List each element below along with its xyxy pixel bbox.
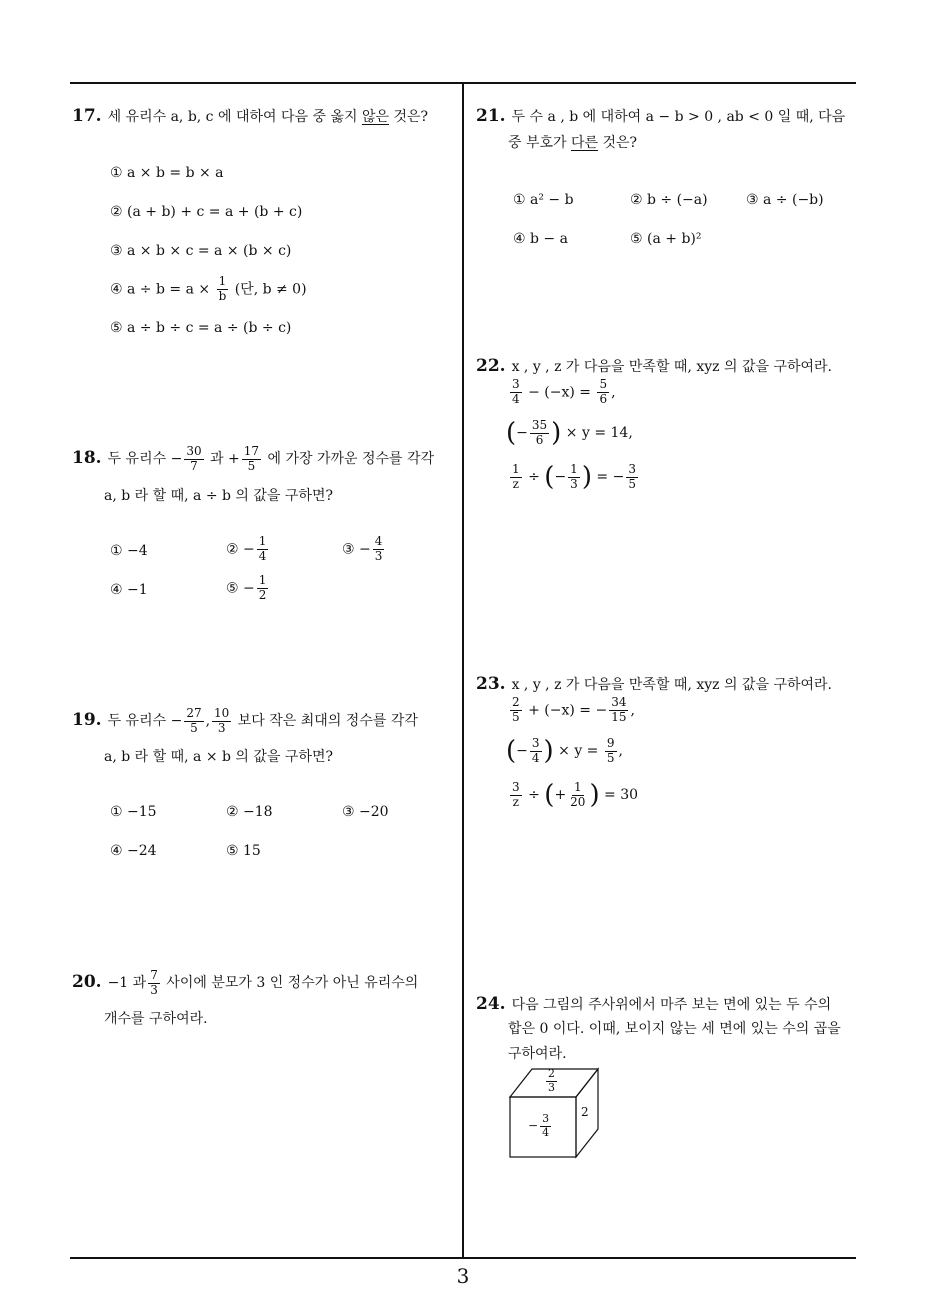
numerator: 1 (258, 573, 267, 587)
question-text: 과 + (205, 451, 240, 467)
fraction (540, 1113, 551, 1139)
q23-equation-1 (508, 696, 635, 725)
numerator: 1 (258, 534, 267, 548)
fraction (510, 696, 522, 725)
sign: − (528, 1118, 539, 1133)
numerator: 3 (542, 1112, 550, 1125)
denominator: 5 (190, 720, 198, 735)
denominator: 15 (611, 709, 627, 724)
numerator: 10 (214, 705, 230, 720)
question-text: 두 유리수 − (107, 451, 183, 467)
question-text: 두 수 a , b 에 대하여 a − b > 0 , ab < 0 일 때, 다음 (511, 109, 846, 125)
numerator: 1 (218, 274, 227, 288)
question-text: 다음 그림의 주사위에서 마주 보는 면에 있는 두 수의 (511, 997, 832, 1013)
denominator: 3 (150, 982, 158, 997)
dice-figure (508, 1067, 602, 1159)
q21-line-2 (508, 132, 637, 152)
cube-top-value (546, 1068, 557, 1094)
q18-option-1[interactable]: ① −4 (110, 543, 148, 559)
equation-text: , (630, 702, 635, 719)
numerator: 17 (243, 443, 260, 458)
equation-text: × y = (553, 743, 603, 759)
question-number: 22. (476, 356, 506, 376)
sign: − (516, 425, 528, 441)
denominator: z (512, 794, 519, 809)
right-paren: ) (543, 736, 554, 766)
denominator: 3 (548, 1080, 555, 1094)
q24-line-2: 합은 0 이다. 이때, 보이지 않는 세 면에 있는 수의 곱을 (508, 1021, 841, 1037)
numerator: 3 (512, 377, 520, 391)
equation-text: , (618, 743, 623, 759)
denominator: 5 (512, 709, 520, 724)
denominator: 6 (599, 391, 608, 406)
question-text: 중 부호가 (508, 135, 571, 151)
equation-text: = − (591, 469, 625, 485)
q19-option-5[interactable]: ⑤ 15 (226, 843, 261, 859)
page-number: 3 (456, 1264, 470, 1288)
q22-equation-2 (506, 418, 633, 448)
equation-text: = 30 (599, 787, 639, 803)
denominator: 4 (531, 750, 540, 765)
numerator: 5 (599, 377, 608, 391)
underlined-word: 다른 (571, 135, 599, 151)
fraction (212, 707, 231, 736)
denominator: 3 (570, 476, 578, 491)
equation-text: − (−x) = (523, 384, 596, 401)
denominator: 6 (535, 432, 544, 447)
numerator: 1 (570, 461, 578, 476)
underlined-word: 않은 (361, 109, 390, 125)
question-text: x , y , z 가 다음을 만족할 때, xyz 의 값을 구하여라. (511, 677, 833, 693)
question-21 (476, 100, 845, 132)
question-text: 보다 작은 최대의 정수를 각각 (233, 713, 418, 729)
sign: − (554, 469, 567, 485)
denominator: 7 (190, 458, 198, 473)
option-condition: (단, b ≠ 0) (234, 281, 307, 298)
fraction (257, 535, 269, 564)
numerator: 3 (512, 779, 520, 794)
q19-option-2[interactable]: ② −18 (226, 804, 273, 820)
question-number: 18. (72, 448, 102, 468)
denominator: 4 (512, 391, 520, 406)
numerator: 9 (606, 735, 615, 750)
equation-text: × y = 14, (561, 425, 633, 441)
q24-line-3: 구하여라. (508, 1046, 567, 1062)
fraction (184, 707, 203, 736)
q23-equation-2 (506, 736, 623, 766)
numerator: 34 (611, 695, 627, 709)
numerator: 3 (628, 461, 636, 476)
question-text-end: 것은? (598, 135, 638, 151)
fraction (242, 445, 261, 474)
equation-text: + (−x) = − (523, 702, 608, 719)
q20-line-2: 개수를 구하여라. (104, 1011, 208, 1027)
numerator: 27 (186, 705, 202, 720)
sign: − (516, 743, 528, 759)
q19-option-1[interactable]: ① −15 (110, 804, 157, 820)
q22-equation-3 (508, 462, 640, 492)
fraction (530, 419, 549, 448)
question-text: 두 유리수 − (107, 713, 183, 729)
denominator: b (218, 288, 227, 303)
denominator: 5 (628, 476, 636, 491)
denominator: 3 (374, 548, 383, 563)
fraction (148, 969, 160, 998)
question-number: 23. (476, 674, 506, 694)
right-paren: ) (589, 780, 600, 810)
denominator: 4 (542, 1125, 550, 1139)
question-text: 세 유리수 a, b, c 에 대하여 다음 중 옳지 (107, 109, 362, 125)
fraction (510, 781, 522, 810)
question-text: x , y , z 가 다음을 만족할 때, xyz 의 값을 구하여라. (511, 359, 833, 375)
cube-front-value (528, 1113, 553, 1139)
left-paren: ( (544, 462, 555, 492)
equation-text: ÷ (523, 469, 545, 485)
q23-equation-3 (508, 780, 638, 810)
numerator: 2 (548, 1067, 555, 1080)
question-text: , (205, 713, 211, 729)
fraction (597, 378, 609, 407)
numerator: 7 (150, 967, 158, 982)
fraction (568, 463, 580, 492)
question-number: 17. (72, 106, 102, 126)
q21-option-1[interactable]: ① a² − b (513, 192, 574, 208)
q17-option-5[interactable]: ⑤ a ÷ b ÷ c = a ÷ (b ÷ c) (110, 320, 292, 336)
fraction (568, 781, 587, 810)
denominator: 20 (570, 794, 586, 809)
q18-line-2: a, b 라 할 때, a ÷ b 의 값을 구하면? (104, 488, 333, 504)
question-number: 20. (72, 972, 102, 992)
question-text-end: 것은? (389, 109, 429, 125)
left-paren: ( (506, 418, 517, 448)
equation-text: ÷ (523, 787, 545, 803)
q21-option-2[interactable]: ② b ÷ (−a) (630, 192, 708, 208)
option-text: ③ − (342, 541, 371, 558)
bottom-rule (70, 1257, 856, 1259)
column-divider (462, 82, 464, 1258)
fraction (605, 737, 617, 766)
question-number: 21. (476, 106, 506, 126)
right-paren: ) (581, 462, 592, 492)
cube-side-value: 2 (581, 1105, 589, 1119)
fraction (184, 445, 203, 474)
question-24 (476, 988, 831, 1020)
fraction (609, 696, 628, 725)
q17-option-4[interactable] (110, 275, 307, 304)
left-paren: ( (506, 736, 517, 766)
q17-option-2[interactable]: ② (a + b) + c = a + (b + c) (110, 204, 303, 220)
q17-option-3[interactable]: ③ a × b × c = a × (b × c) (110, 243, 292, 259)
fraction (373, 535, 385, 564)
left-paren: ( (544, 780, 555, 810)
q18-option-2[interactable] (226, 535, 270, 564)
question-text: 사이에 분모가 3 인 정수가 아닌 유리수의 (161, 975, 419, 991)
question-text: −1 과 (107, 975, 147, 991)
numerator: 4 (374, 534, 383, 548)
q17-option-1[interactable]: ① a × b = b × a (110, 165, 224, 181)
option-text: ⑤ − (226, 580, 255, 597)
sign: + (554, 787, 567, 803)
denominator: 5 (606, 750, 615, 765)
numerator: 35 (531, 417, 548, 432)
option-text: ② − (226, 541, 255, 558)
fraction (217, 275, 229, 304)
q22-equation-1 (508, 378, 616, 407)
numerator: 30 (186, 443, 202, 458)
denominator: 2 (258, 587, 267, 602)
fraction (510, 463, 522, 492)
q21-option-3[interactable]: ③ a ÷ (−b) (746, 192, 824, 208)
right-paren: ) (551, 418, 562, 448)
denominator: 3 (217, 720, 226, 735)
denominator: z (512, 476, 519, 491)
question-number: 19. (72, 710, 102, 730)
question-19 (72, 704, 457, 736)
q18-option-5[interactable] (226, 574, 270, 603)
q19-line-2: a, b 라 할 때, a × b 의 값을 구하면? (104, 749, 333, 765)
fraction (530, 737, 542, 766)
question-20 (72, 966, 457, 998)
question-text: 에 가장 가까운 정수를 각각 (263, 451, 435, 467)
option-text: ④ a ÷ b = a × (110, 281, 211, 298)
question-17 (72, 100, 428, 132)
question-number: 24. (476, 994, 506, 1014)
fraction (626, 463, 638, 492)
fraction (257, 574, 269, 603)
denominator: 5 (247, 458, 256, 473)
numerator: 1 (512, 461, 520, 476)
q21-option-5[interactable]: ⑤ (a + b)² (630, 231, 702, 247)
q21-option-4[interactable]: ④ b − a (513, 231, 568, 247)
numerator: 2 (512, 695, 520, 709)
q19-option-4[interactable]: ④ −24 (110, 843, 157, 859)
fraction (510, 378, 522, 407)
numerator: 1 (573, 779, 582, 794)
q18-option-3[interactable] (342, 535, 386, 564)
equation-text: , (611, 384, 616, 401)
numerator: 3 (531, 735, 540, 750)
denominator: 4 (258, 548, 267, 563)
q19-option-3[interactable]: ③ −20 (342, 804, 389, 820)
question-18 (72, 442, 457, 474)
q18-option-4[interactable]: ④ −1 (110, 582, 148, 598)
